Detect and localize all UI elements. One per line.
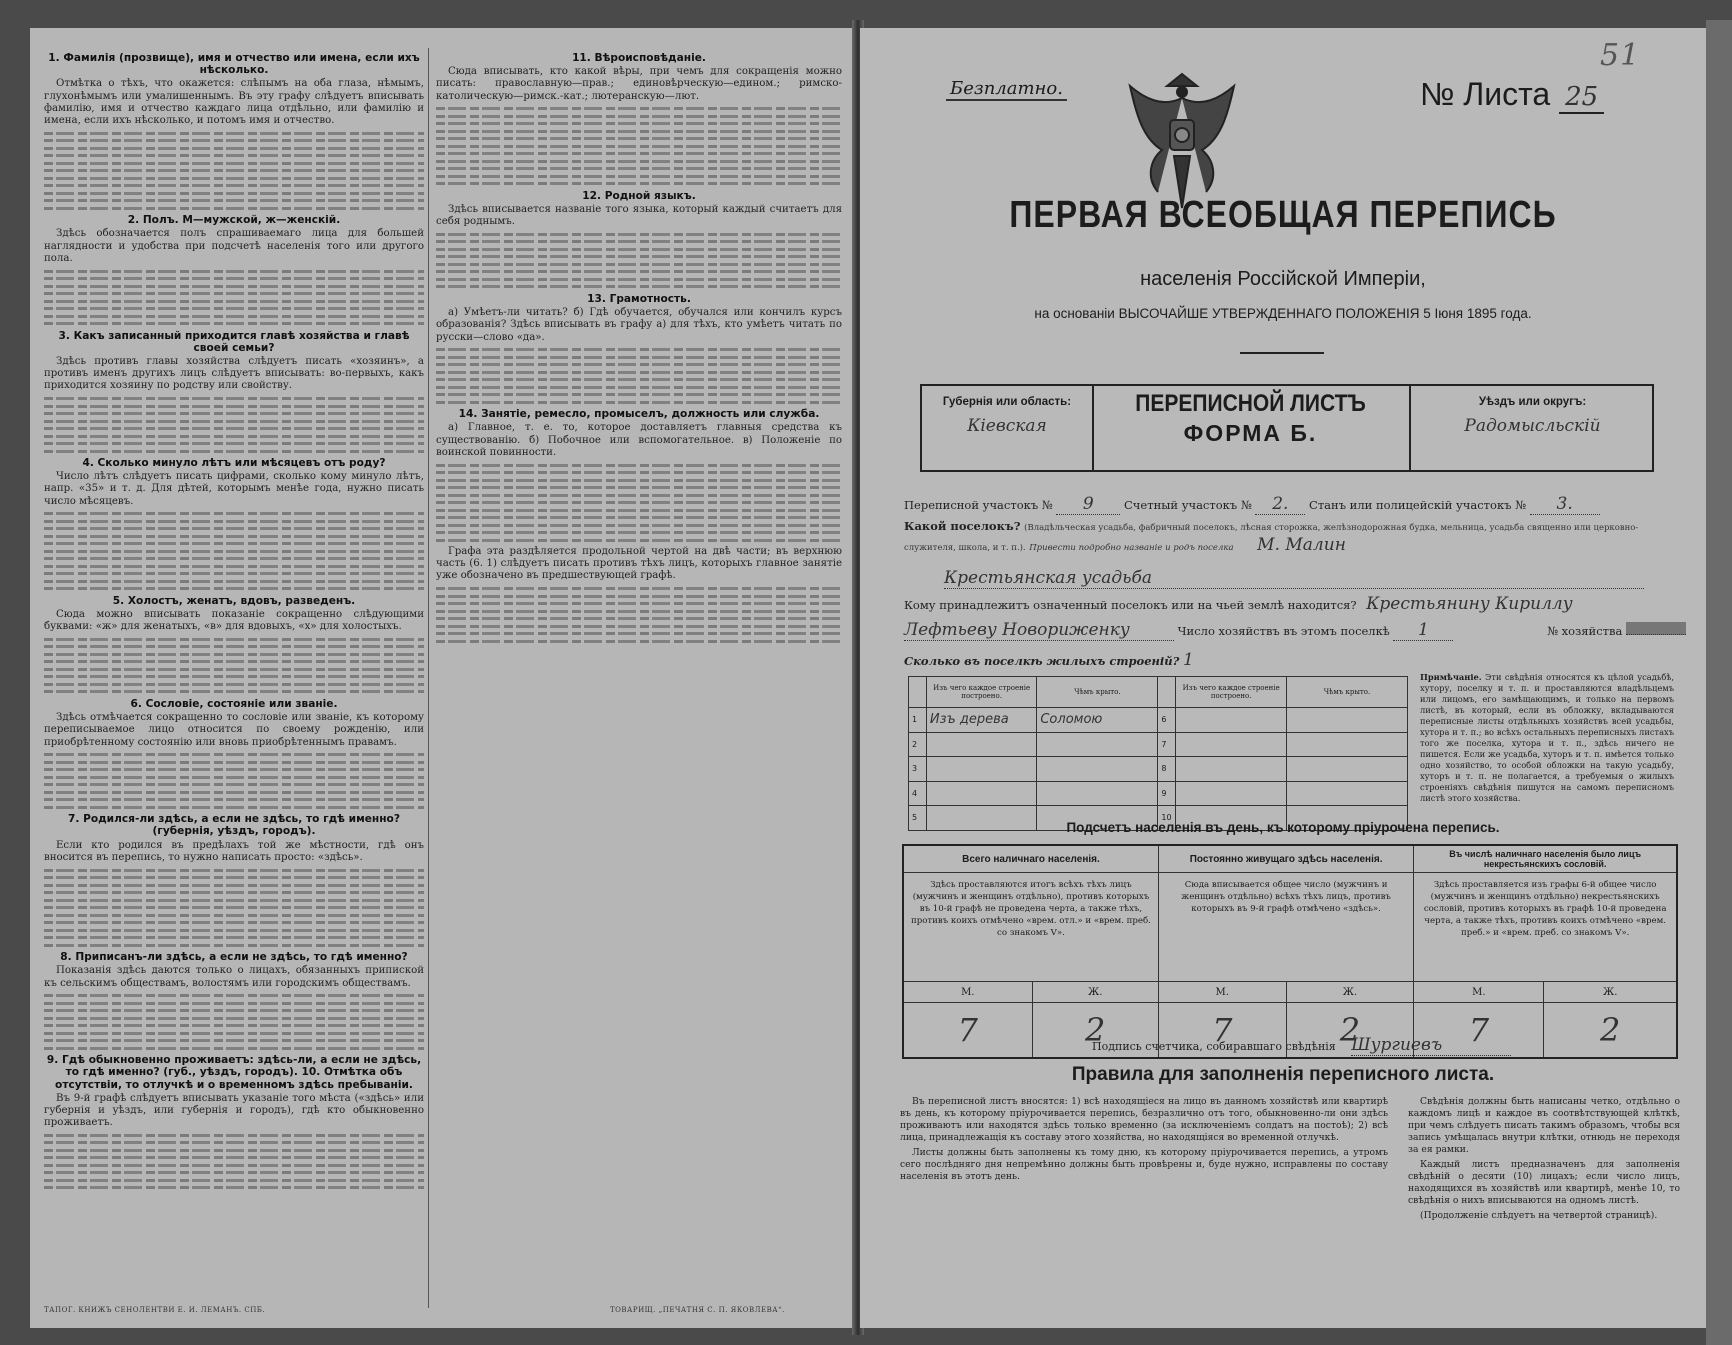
section-text: Сюда вписывать, кто какой вѣры, при чемъ для сокращенія можно писать: православную—прав.; единовѣрческую—едином.; римско-католическую—римск.-кат.; лютеранскую—лют. xyxy=(436,66,842,102)
rules-paragraph: Листы должны быть заполнены къ тому дню, къ которому пріурочивается перепись, а утромъ сего послѣдняго дня непремѣнно должны быть провѣрены и, буде нужно, исправлены по составу населенія въ этотъ день. xyxy=(900,1147,1388,1182)
uezd-label: Уѣздъ или округъ: xyxy=(1478,396,1587,408)
pop-m-label: М. xyxy=(1158,982,1286,1003)
rules-column-2 xyxy=(1408,1096,1680,1225)
households-row xyxy=(904,620,1694,641)
buildings-label: Сколько въ поселкѣ жилыхъ строеній? xyxy=(904,654,1180,668)
population-title: Подсчетъ населенія въ день, къ которому пріурочена перепись. xyxy=(1066,820,1500,835)
poselok-value-1: М. Малин xyxy=(1257,535,1346,555)
free-label: Безплатно. xyxy=(946,78,1067,101)
pop-f-label: Ж. xyxy=(1032,982,1158,1003)
form-header-box xyxy=(920,384,1654,472)
buildings-value: 1 xyxy=(1183,650,1194,670)
section-text: Здѣсь отмѣчается сокращенно то сословіе или званіе, къ которому переписываемое лицо относится по своему рожденію, или приобрѣтенному состоянію или вновь приобрѣтеннымъ правамъ. xyxy=(44,712,424,748)
poselok-name-prompt: Привести подробно названіе и родъ поселка xyxy=(1029,543,1234,553)
right-page xyxy=(860,28,1706,1328)
section-text: Если кто родился въ предѣлахъ той же мѣстности, гдѣ онъ вносится въ перепись, то нужно написать просто: «здѣсь». xyxy=(44,839,424,863)
bt-row-number: 2 xyxy=(909,732,927,757)
bt-row-number: 10 xyxy=(1158,806,1176,831)
schet-label: Счетный участокъ № xyxy=(1124,498,1252,512)
bt-header-roof-right: Чѣмъ крыто. xyxy=(1286,677,1407,708)
bt-material xyxy=(1176,708,1286,733)
uchastok-row xyxy=(904,494,1684,515)
bt-row-number: 3 xyxy=(909,757,927,782)
bt-material xyxy=(926,757,1036,782)
pop-resident-female: 2 xyxy=(1286,1003,1414,1059)
guberniya-label: Губернія или область: xyxy=(942,396,1072,408)
stan-value: 3. xyxy=(1530,494,1600,515)
section-text: Здѣсь обозначается полъ спрашиваемаго лица для большей наглядности и удобства при подсчетѣ населенія того или другого пола. xyxy=(44,228,424,264)
section-title: 6. Сословіе, состояніе или званіе. xyxy=(130,697,338,710)
bt-material: Изъ дерева xyxy=(926,708,1036,733)
uezd-cell xyxy=(1409,386,1654,470)
section-title: 2. Полъ. М—мужской, ж—женскій. xyxy=(127,214,341,227)
signature-value: Шургиевъ xyxy=(1351,1035,1511,1056)
section-text: Здѣсь вписывается названіе того языка, который каждый считаетъ для себя роднымъ. xyxy=(436,204,842,228)
section-title: 8. Приписанъ-ли здѣсь, а если не здѣсь, то гдѣ именно? xyxy=(60,951,408,964)
section-title: 13. Грамотность. xyxy=(587,292,691,305)
bt-roof xyxy=(1286,732,1407,757)
instructions-column-1 xyxy=(44,48,424,1194)
section-title: 12. Родной языкъ. xyxy=(582,189,696,202)
list-title: ПЕРЕПИСНОЙ ЛИСТЪ xyxy=(1135,390,1366,417)
owner-value-2: Лефтьеву Новориженку xyxy=(904,620,1174,641)
instructions-column-2 xyxy=(436,48,842,647)
buildings-note xyxy=(1420,672,1674,804)
bt-material xyxy=(1176,757,1286,782)
uchastok-label: Переписной участокъ № xyxy=(904,498,1053,512)
bt-material xyxy=(926,732,1036,757)
bt-row-number: 7 xyxy=(1158,732,1176,757)
sheet-number-label: № Листа xyxy=(1420,76,1551,112)
bt-row-number: 6 xyxy=(1158,708,1176,733)
note-title: Примѣчаніе. xyxy=(1420,672,1482,682)
printer-imprint-left: ТАПОГ. КНИЖЪ СЕНОЛЕНТВИ Е. И. ЛЕМАНЪ. СПБ. xyxy=(44,1306,266,1314)
section-title: 3. Какъ записанный приходится главѣ хозяйства и главѣ своей семьи? xyxy=(58,329,410,354)
section-text: Въ 9-й графѣ слѣдуетъ вписывать указаніе того мѣста («здѣсь» или губернія и уѣздъ, или губернія и городъ), гдѣ кто обыкновенно проживаетъ. xyxy=(44,1092,424,1129)
census-subtitle: населенія Россійской Имперіи, xyxy=(1140,268,1426,290)
uezd-value: Радомысльскій xyxy=(1464,416,1601,436)
section-title: 14. Занятіе, ремесло, промыселъ, должность или служба. xyxy=(458,408,820,421)
section-title: 4. Сколько минуло лѣтъ или мѣсяцевъ отъ роду? xyxy=(82,457,386,470)
pop-desc-non-peasant: Здѣсь проставляется изъ графы 6-й общее число (мужчинъ и женщинъ отдѣльно) некрестьянскихъ сословій, противъ которыхъ въ графѣ 10-й проведена черта, а также тѣхъ, противъ коихъ отмѣчено «врем. преб.» и «врем. преб. со знакомъ V». xyxy=(1414,873,1677,982)
text-lines xyxy=(44,753,424,809)
pop-present-male: 7 xyxy=(903,1003,1032,1059)
guberniya-cell xyxy=(922,386,1094,470)
pop-head-resident: Постоянно живущаго здѣсь населенія. xyxy=(1158,845,1413,873)
signature-label: Подпись счетчика, собиравшаго свѣдѣнія xyxy=(1092,1040,1336,1053)
note-text: Эти свѣдѣнія относятся къ цѣлой усадьбѣ, хутору, поселку и т. п. и проставляются владѣльцемъ или лицомъ, его замѣщающимъ, и только на первомъ листѣ, въ который, если въ обложку, вкладываются переписные листы отдѣльныхъ хозяйствъ всей усадьбы, хутора и т. п.; во всѣхъ остальныхъ переписныхъ листахъ того же поселка, хутора и т. п., здѣсь ничего не пишется. Если же усадьба, хуторъ и т. п. имѣется только одно хозяйство, то особой обложки на такую усадьбу, хуторъ и т. п. не полагается, а требуемыя о жилыхъ строеніяхъ свѣдѣнія пишутся на самомъ переписномъ листѣ этого хозяйства. xyxy=(1420,672,1674,803)
section-text: Графа эта раздѣляется продольной чертой на двѣ части; въ верхнюю часть (6. 1) слѣдуетъ писать противъ тѣхъ лицъ, которыхъ главное занятіе уже обозначено въ предшествующей графѣ. xyxy=(436,546,842,582)
enumerator-signature-row xyxy=(1092,1035,1511,1056)
text-lines xyxy=(436,233,842,289)
text-lines xyxy=(436,107,842,185)
pop-head-non-peasant: Въ числѣ наличнаго населенія было лицъ некрестьянскихъ сословій. xyxy=(1414,845,1677,873)
bt-roof xyxy=(1037,757,1158,782)
bt-roof xyxy=(1286,781,1407,806)
population-table xyxy=(902,844,1678,1059)
section-text: Показанія здѣсь даются только о лицахъ, обязанныхъ припиской къ сельскимъ обществамъ, волостямъ или городскимъ обществамъ. xyxy=(44,965,424,989)
buildings-row-item xyxy=(909,757,1408,782)
text-lines xyxy=(44,638,424,694)
text-lines xyxy=(44,1134,424,1190)
households-label: Число хозяйствъ въ этомъ поселкѣ xyxy=(1177,624,1390,638)
section-title: 11. Вѣроисповѣданіе. xyxy=(572,52,706,64)
owner-label: Кому принадлежитъ означенный поселокъ или на чьей землѣ находится? xyxy=(904,598,1357,612)
rules-paragraph: Свѣдѣнія должны быть написаны четко, отдѣльно о каждомъ лицѣ и каждое въ соотвѣтствующей клѣткѣ, при чемъ слѣдуетъ писать такимъ образомъ, чтобы вся запись умѣщалась внутри клѣтки, отнюдь не переходя за ея рамки. xyxy=(1408,1096,1680,1155)
pop-non-peasant-male: 7 xyxy=(1414,1003,1544,1059)
pop-present-female: 2 xyxy=(1032,1003,1158,1059)
section-text: Число лѣтъ слѣдуетъ писать цифрами, сколько кому минуло лѣтъ, напр. «35» и т. д. Для дѣтей, которымъ менѣе года, нужно писать число мѣсяцевъ. xyxy=(44,471,424,507)
pop-resident-male: 7 xyxy=(1158,1003,1286,1059)
bt-header-material-right: Изъ чего каждое строеніе построено. xyxy=(1176,677,1286,708)
bt-roof xyxy=(1286,708,1407,733)
pop-desc-resident: Сюда вписывается общее число (мужчинъ и женщинъ отдѣльно) всѣхъ тѣхъ лицъ, противъ которыхъ въ 9-й графѣ отмѣчено «здѣсь». xyxy=(1158,873,1413,982)
poselok-label: Какой поселокъ? xyxy=(904,519,1021,533)
bt-material xyxy=(1176,781,1286,806)
text-lines xyxy=(44,132,424,210)
rules-title: Правила для заполненія переписного листа. xyxy=(1071,1064,1495,1085)
buildings-row-item xyxy=(909,781,1408,806)
section-text: Здѣсь противъ главы хозяйства слѣдуетъ писать «хозяинъ», а противъ именъ другихъ лицъ слѣдуетъ вписывать: во-первыхъ, какъ приходится хозяину по родству или свойству. xyxy=(44,355,424,392)
sheet-number-value: 25 xyxy=(1559,82,1604,114)
text-lines xyxy=(436,587,842,643)
bt-roof xyxy=(1037,781,1158,806)
section-title: 7. Родился-ли здѣсь, а если не здѣсь, то гдѣ именно? (губернія, уѣздъ, городъ). xyxy=(68,813,400,838)
form-title-cell xyxy=(1092,386,1409,470)
poselok-note: (Владѣльческая усадьба, фабричный поселокъ, лѣсная сторожка, желѣзнодорожная будка, мельница, усадьба священно или церковно-служителя, школа, и т. п.). xyxy=(904,523,1639,553)
buildings-row xyxy=(904,650,1194,670)
census-title: ПЕРВАЯ ВСЕОБЩАЯ ПЕРЕПИСЬ xyxy=(1009,192,1557,236)
printer-imprint-right: ТОВАРИЩ. „ПЕЧАТНЯ С. П. ЯКОВЛЕВА“. xyxy=(610,1306,785,1314)
bt-row-number: 4 xyxy=(909,781,927,806)
households-value: 1 xyxy=(1393,620,1453,641)
book-edge xyxy=(1706,20,1732,1345)
household-no-label: № хозяйства xyxy=(1547,624,1623,638)
pop-f-label: Ж. xyxy=(1544,982,1677,1003)
owner-row xyxy=(904,594,1694,614)
pop-desc-present: Здѣсь проставляются итогъ всѣхъ тѣхъ лицъ (мужчинъ и женщинъ отдѣльно), противъ которыхъ въ 10-й графѣ не проведена черта, а также тѣхъ, противъ коихъ отмѣчено «врем. отл.» и «врем. преб. со знакомъ V». xyxy=(903,873,1158,982)
poselok-value-2: Крестьянская усадьба xyxy=(944,568,1644,589)
form-title: ФОРМА Б. xyxy=(1183,420,1318,446)
bt-row-number: 5 xyxy=(909,806,927,831)
text-lines xyxy=(44,994,424,1050)
guberniya-value: Кіевская xyxy=(967,416,1047,436)
rules-paragraph: Каждый листъ предназначенъ для заполненія свѣдѣній о десяти (10) лицахъ; если число лицъ, находящихся въ хозяйствѣ или квартирѣ, менѣе 10, то свѣдѣнія о нихъ вписываются на одномъ листѣ. xyxy=(1408,1159,1680,1206)
column-divider xyxy=(428,48,429,1308)
buildings-row-item xyxy=(909,708,1408,733)
owner-value-1: Крестьянину Кириллу xyxy=(1366,594,1573,614)
text-lines xyxy=(44,270,424,326)
section-text: Сюда можно вписывать показаніе сокращенно слѣдующими буквами: «ж» для женатыхъ, «в» для вдовыхъ, «х» для холостыхъ. xyxy=(44,609,424,633)
pop-head-present: Всего наличнаго населенія. xyxy=(903,845,1158,873)
title-rule xyxy=(1240,352,1324,354)
uchastok-value: 9 xyxy=(1056,494,1120,515)
bt-row-number: 1 xyxy=(909,708,927,733)
pop-non-peasant-female: 2 xyxy=(1544,1003,1677,1059)
bt-header-roof-left: Чѣмъ крыто. xyxy=(1037,677,1158,708)
buildings-row-item xyxy=(909,732,1408,757)
text-lines xyxy=(436,348,842,404)
text-lines xyxy=(44,397,424,453)
pop-m-label: М. xyxy=(1414,982,1544,1003)
household-no-value xyxy=(1626,622,1686,635)
section-title: 9. Гдѣ обыкновенно проживаетъ: здѣсь-ли, а если не здѣсь, то гдѣ именно? (губ., уѣздъ, городъ). 10. Отмѣтка объ отсутствіи, то отлучкѣ и о временномъ здѣсь пребываніи. xyxy=(46,1054,422,1091)
section-text: а) Умѣетъ-ли читать? б) Гдѣ обучается, обучался или кончилъ курсъ образованія? Здѣсь вписывать въ графу а) для тѣхъ, кто умѣетъ читать по русски—слово «да». xyxy=(436,307,842,343)
bt-roof xyxy=(1286,757,1407,782)
bt-row-number: 8 xyxy=(1158,757,1176,782)
bt-header-material-left: Изъ чего каждое строеніе построено. xyxy=(926,677,1036,708)
section-title: 1. Фамилія (прозвище), имя и отчество или имена, если ихъ нѣсколько. xyxy=(48,52,420,77)
poselok-row xyxy=(904,518,1684,557)
left-page xyxy=(30,28,856,1328)
sheet-number-field xyxy=(1420,76,1604,113)
pop-m-label: М. xyxy=(903,982,1032,1003)
bt-roof: Соломою xyxy=(1037,708,1158,733)
rules-paragraph: (Продолженіе слѣдуетъ на четвертой страницѣ). xyxy=(1420,1210,1658,1221)
section-text: Отмѣтка о тѣхъ, что окажется: слѣпымъ на оба глаза, нѣмымъ, глухонѣмымъ или умалишеннымъ. Въ эту графу слѣдуетъ вписывать фамилію, имя и отчество каждаго лица отдѣльно, или фамилію и имена, если ихъ нѣсколько, и потомъ имя и отчество. xyxy=(44,78,424,127)
bt-material xyxy=(926,781,1036,806)
text-lines xyxy=(44,869,424,947)
section-text: а) Главное, т. е. то, которое доставляетъ главныя средства къ существованію. б) Побочное или вспомогательное. в) Положеніе по воинской повинности. xyxy=(436,422,842,458)
text-lines xyxy=(436,464,842,542)
text-lines xyxy=(44,512,424,590)
pop-f-label: Ж. xyxy=(1286,982,1414,1003)
stan-label: Станъ или полицейскій участокъ № xyxy=(1309,498,1527,512)
bt-roof xyxy=(1037,732,1158,757)
bt-row-number: 9 xyxy=(1158,781,1176,806)
legal-basis: на основаніи ВЫСОЧАЙШЕ УТВЕРЖДЕННАГО ПОЛОЖЕНІЯ 5 Іюня 1895 года. xyxy=(1034,306,1532,321)
bt-material xyxy=(1176,732,1286,757)
archival-page-number: 51 xyxy=(1600,38,1641,73)
rules-paragraph: Въ переписной листъ вносятся: 1) всѣ находящіеся на лицо въ данномъ хозяйствѣ или квартирѣ въ день, къ которому пріурочивается перепись, безразлично отъ того, обыкновенно-ли они здѣсь проживаютъ или находятся здѣсь только временно (за исключеніемъ солдатъ на постоѣ); 2) всѣ лица, принадлежащія къ составу этого хозяйства, но находящіяся во временной отлучкѣ. xyxy=(900,1096,1388,1143)
section-title: 5. Холостъ, женатъ, вдовъ, разведенъ. xyxy=(112,594,356,607)
rules-column-1 xyxy=(900,1096,1388,1186)
schet-value: 2. xyxy=(1255,494,1305,515)
buildings-table xyxy=(908,676,1408,831)
